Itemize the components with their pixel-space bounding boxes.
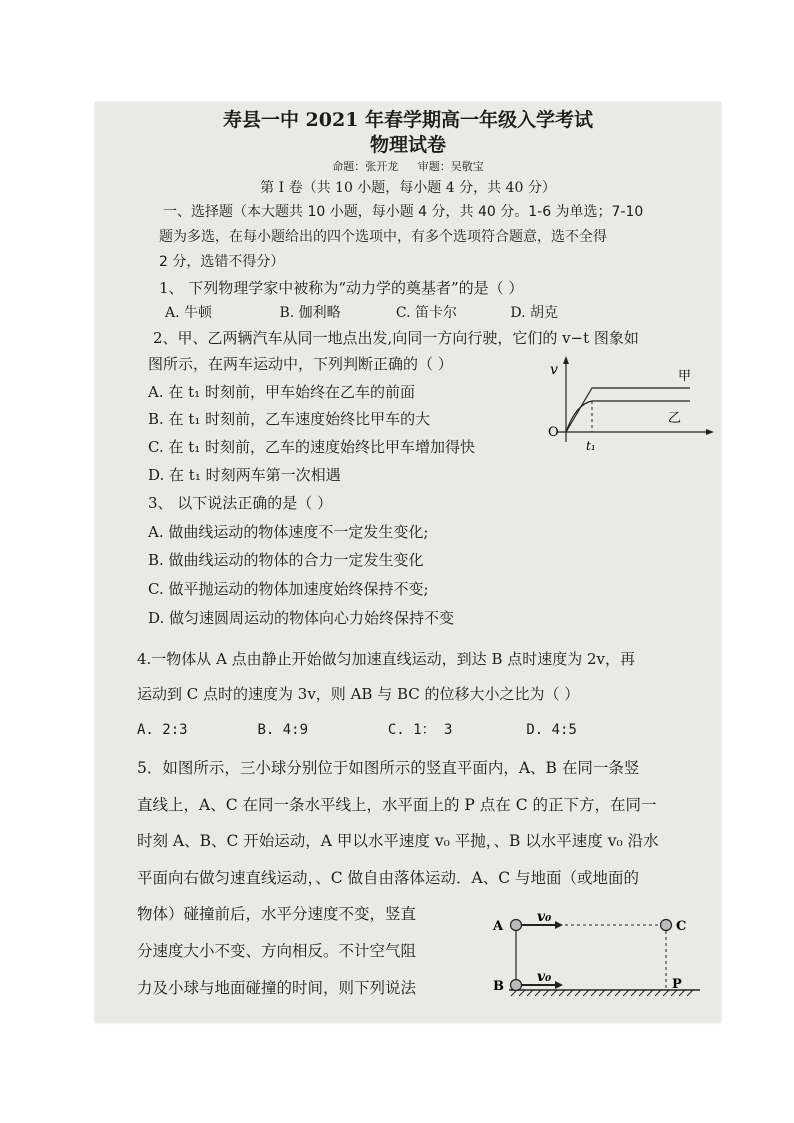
q3-option-b: B. 做曲线运动的物体的合力一定发生变化	[148, 551, 424, 569]
graph-origin-label: O	[548, 425, 559, 440]
instructions-line-1: 一、选择题（本大题共 10 小题，每小题 4 分，共 40 分。1-6 为单选；7-10	[163, 204, 644, 220]
q3-stem: 3、 以下说法正确的是（ ）	[148, 494, 333, 512]
q1-option-b: B. 伽利略	[279, 305, 341, 321]
q4-stem-1: 4.一物体从 A 点由静止开始做匀加速直线运动，到达 B 点时速度为 2v，再	[137, 650, 636, 668]
q4-option-d: D. 4:5	[526, 722, 577, 738]
q3-option-a: A. 做曲线运动的物体速度不一定发生变化;	[148, 523, 429, 541]
q4-option-b: B. 4:9	[257, 722, 309, 738]
graph-t-arrow	[706, 429, 714, 435]
arrow-a-head	[555, 921, 563, 929]
authors-line	[95, 157, 721, 177]
label-v0-bottom: v₀	[537, 969, 552, 985]
q2-option-d: D. 在 t₁ 时刻两车第一次相遇	[148, 466, 341, 484]
graph-yi-label: 乙	[668, 411, 682, 426]
exam-paper	[95, 102, 721, 1023]
q4-stem-2: 运动到 C 点时的速度为 3v，则 AB 与 BC 的位移大小之比为（ ）	[137, 685, 580, 703]
arrow-b-head	[555, 981, 563, 989]
label-b: B	[493, 979, 504, 994]
graph-v-arrow	[563, 356, 569, 364]
q1-options	[165, 303, 558, 323]
q4-option-a: A. 2:3	[137, 722, 188, 738]
author-text: 命题：张开龙	[332, 160, 399, 173]
ground-hatching	[511, 990, 693, 996]
q2-stem-1: 2、甲、乙两辆汽车从同一地点出发,向同一方向行驶，它们的 v−t 图象如	[153, 329, 639, 347]
label-c: C	[676, 919, 687, 934]
label-a: A	[493, 919, 504, 934]
instructions-line-2: 题为多选，在每小题给出的四个选项中，有多个选项符合题意，选不全得	[159, 229, 607, 245]
label-p: P	[672, 977, 682, 992]
instructions-line-3: 2 分，选错不得分）	[159, 254, 285, 270]
q5-line-7: 力及小球与地面碰撞的时间，则下列说法	[137, 979, 417, 997]
ball-b	[511, 980, 522, 991]
q5-line-4: 平面向右做匀速直线运动，、C 做自由落体运动．A、C 与地面（或地面的	[137, 869, 640, 887]
ball-a	[511, 920, 522, 931]
q5-figure	[475, 907, 705, 1002]
q2-option-c: C. 在 t₁ 时刻前，乙车的速度始终比甲车增加得快	[148, 438, 476, 456]
q5-line-2: 直线上，A、C 在同一条水平线上，水平面上的 P 点在 C 的正下方，在同一	[137, 796, 657, 814]
q4-option-c: C. 1： 3	[387, 722, 453, 738]
q1-option-d: D. 胡克	[510, 305, 558, 321]
ball-c	[661, 920, 672, 931]
q5-line-3: 时刻 A、B、C 开始运动，A 甲以水平速度 v₀ 平抛，、B 以水平速度 v₀ 沿水	[137, 832, 659, 850]
q2-stem-2: 图所示，在两车运动中，下列判断正确的（ ）	[148, 355, 453, 373]
q1-stem: 1、 下列物理学家中被称为“动力学的奠基者”的是（ ）	[159, 279, 524, 297]
reviewer-text: 审题：吴敬宝	[417, 160, 484, 173]
graph-v-label: v	[550, 362, 558, 378]
q1-option-c: C. 笛卡尔	[395, 305, 458, 321]
graph-t1-label: t₁	[586, 439, 596, 453]
q3-option-d: D. 做匀速圆周运动的物体向心力始终保持不变	[148, 609, 455, 627]
exam-subtitle: 物理试卷	[369, 134, 446, 156]
q2-option-b: B. 在 t₁ 时刻前，乙车速度始终比甲车的大	[148, 410, 431, 428]
q5-line-1: 5．如图所示，三小球分别位于如图所示的竖直平面内，A、B 在同一条竖	[137, 759, 640, 777]
vt-graph	[520, 352, 720, 462]
q5-line-6: 分速度大小不变、方向相反。不计空气阻	[137, 942, 417, 960]
label-v0-top: v₀	[537, 909, 552, 925]
graph-jia-label: 甲	[678, 369, 692, 384]
section-heading: 第 I 卷（共 10 小题，每小题 4 分，共 40 分）	[260, 180, 556, 196]
q1-option-a: A. 牛顿	[165, 305, 213, 321]
q4-options	[137, 720, 577, 740]
q5-line-5: 物体）碰撞前后，水平分速度不变，竖直	[137, 905, 417, 923]
q3-option-c: C. 做平抛运动的物体加速度始终保持不变;	[148, 580, 429, 598]
q2-option-a: A. 在 t₁ 时刻前，甲车始终在乙车的前面	[148, 383, 415, 401]
exam-title: 寿县一中 2021 年春学期高一年级入学考试	[222, 109, 594, 131]
